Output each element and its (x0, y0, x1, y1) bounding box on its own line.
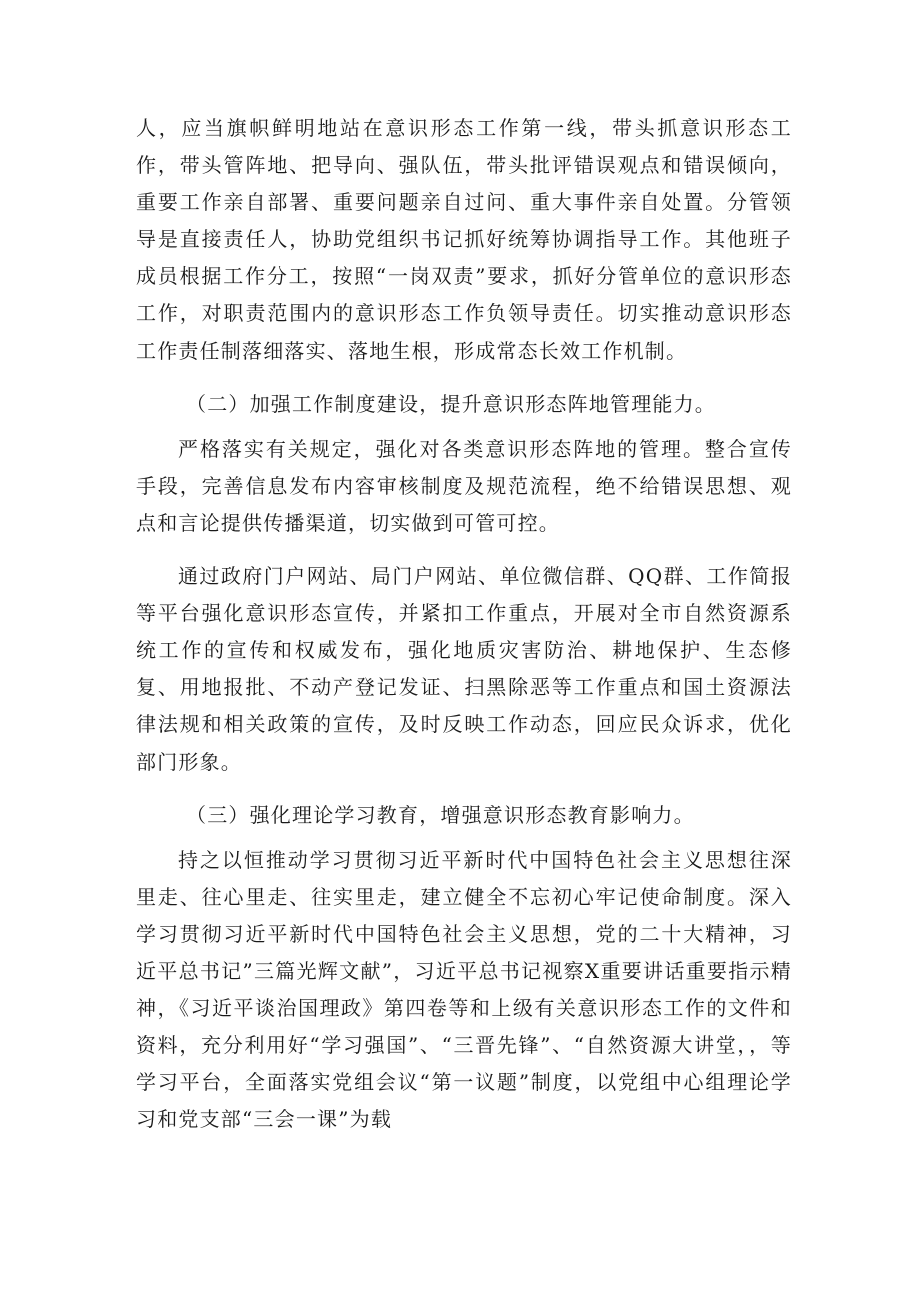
document-page (136, 110, 792, 1138)
section-heading-3: （三）强化理论学习教育，增强意识形态教育影响力。 (186, 802, 695, 827)
paragraph-body: 通过政府门户网站、局门户网站、单位微信群、QQ群、工作简报等平台强化意识形态宣传，并紧扣工作重点，开展对全市自然资源系统工作的宣传和权威发布，强化地质灾害防治、耕地保护、生态修复、用地报批、不动产登记发证、扫黑除恶等工作重点和国土资源法律法规和相关政策的宣传，及时反映工作动态，回应民众诉求，优化部门形象。 (136, 564, 792, 774)
paragraph-body: 严格落实有关规定，强化对各类意识形态阵地的管理。整合宣传手段，完善信息发布内容审核制度及规范流程，绝不给错误思想、观点和言论提供传播渠道，切实做到可管可控。 (136, 436, 792, 535)
section-heading-2: （二）加强工作制度建设，提升意识形态阵地管理能力。 (186, 391, 716, 416)
paragraph-body: 持之以恒推动学习贯彻习近平新时代中国特色社会主义思想往深里走、往心里走、往实里走，建立健全不忘初心牢记使命制度。深入学习贯彻习近平新时代中国特色社会主义思想，党的二十大精神，习近平总书记”三篇光辉文献”，习近平总书记视察X重要讲话重要指示精神，《习近平谈治国理政》第四卷等和上级有关意识形态工作的文件和资料，充分利用好“学习强国”、“三晋先锋”、“自然资源大讲堂，，等学习平台，全面落实党组会议“第一议题”制度，以党组中心组理论学习和党支部“三会一课”为载 (136, 847, 792, 1132)
paragraph-continuation: 人，应当旗帜鲜明地站在意识形态工作第一线，带头抓意识形态工作，带头管阵地、把导向、强队伍，带头批评错误观点和错误倾向，重要工作亲自部署、重要问题亲自过问、重大事件亲自处置。分管领导是直接责任人，协助党组织书记抓好统筹协调指导工作。其他班子成员根据工作分工，按照“一岗双责”要求，抓好分管单位的意识形态工作，对职责范围内的意识形态工作负领导责任。切实推动意识形态工作责任制落细落实、落地生根，形成常态长效工作机制。 (136, 116, 792, 363)
